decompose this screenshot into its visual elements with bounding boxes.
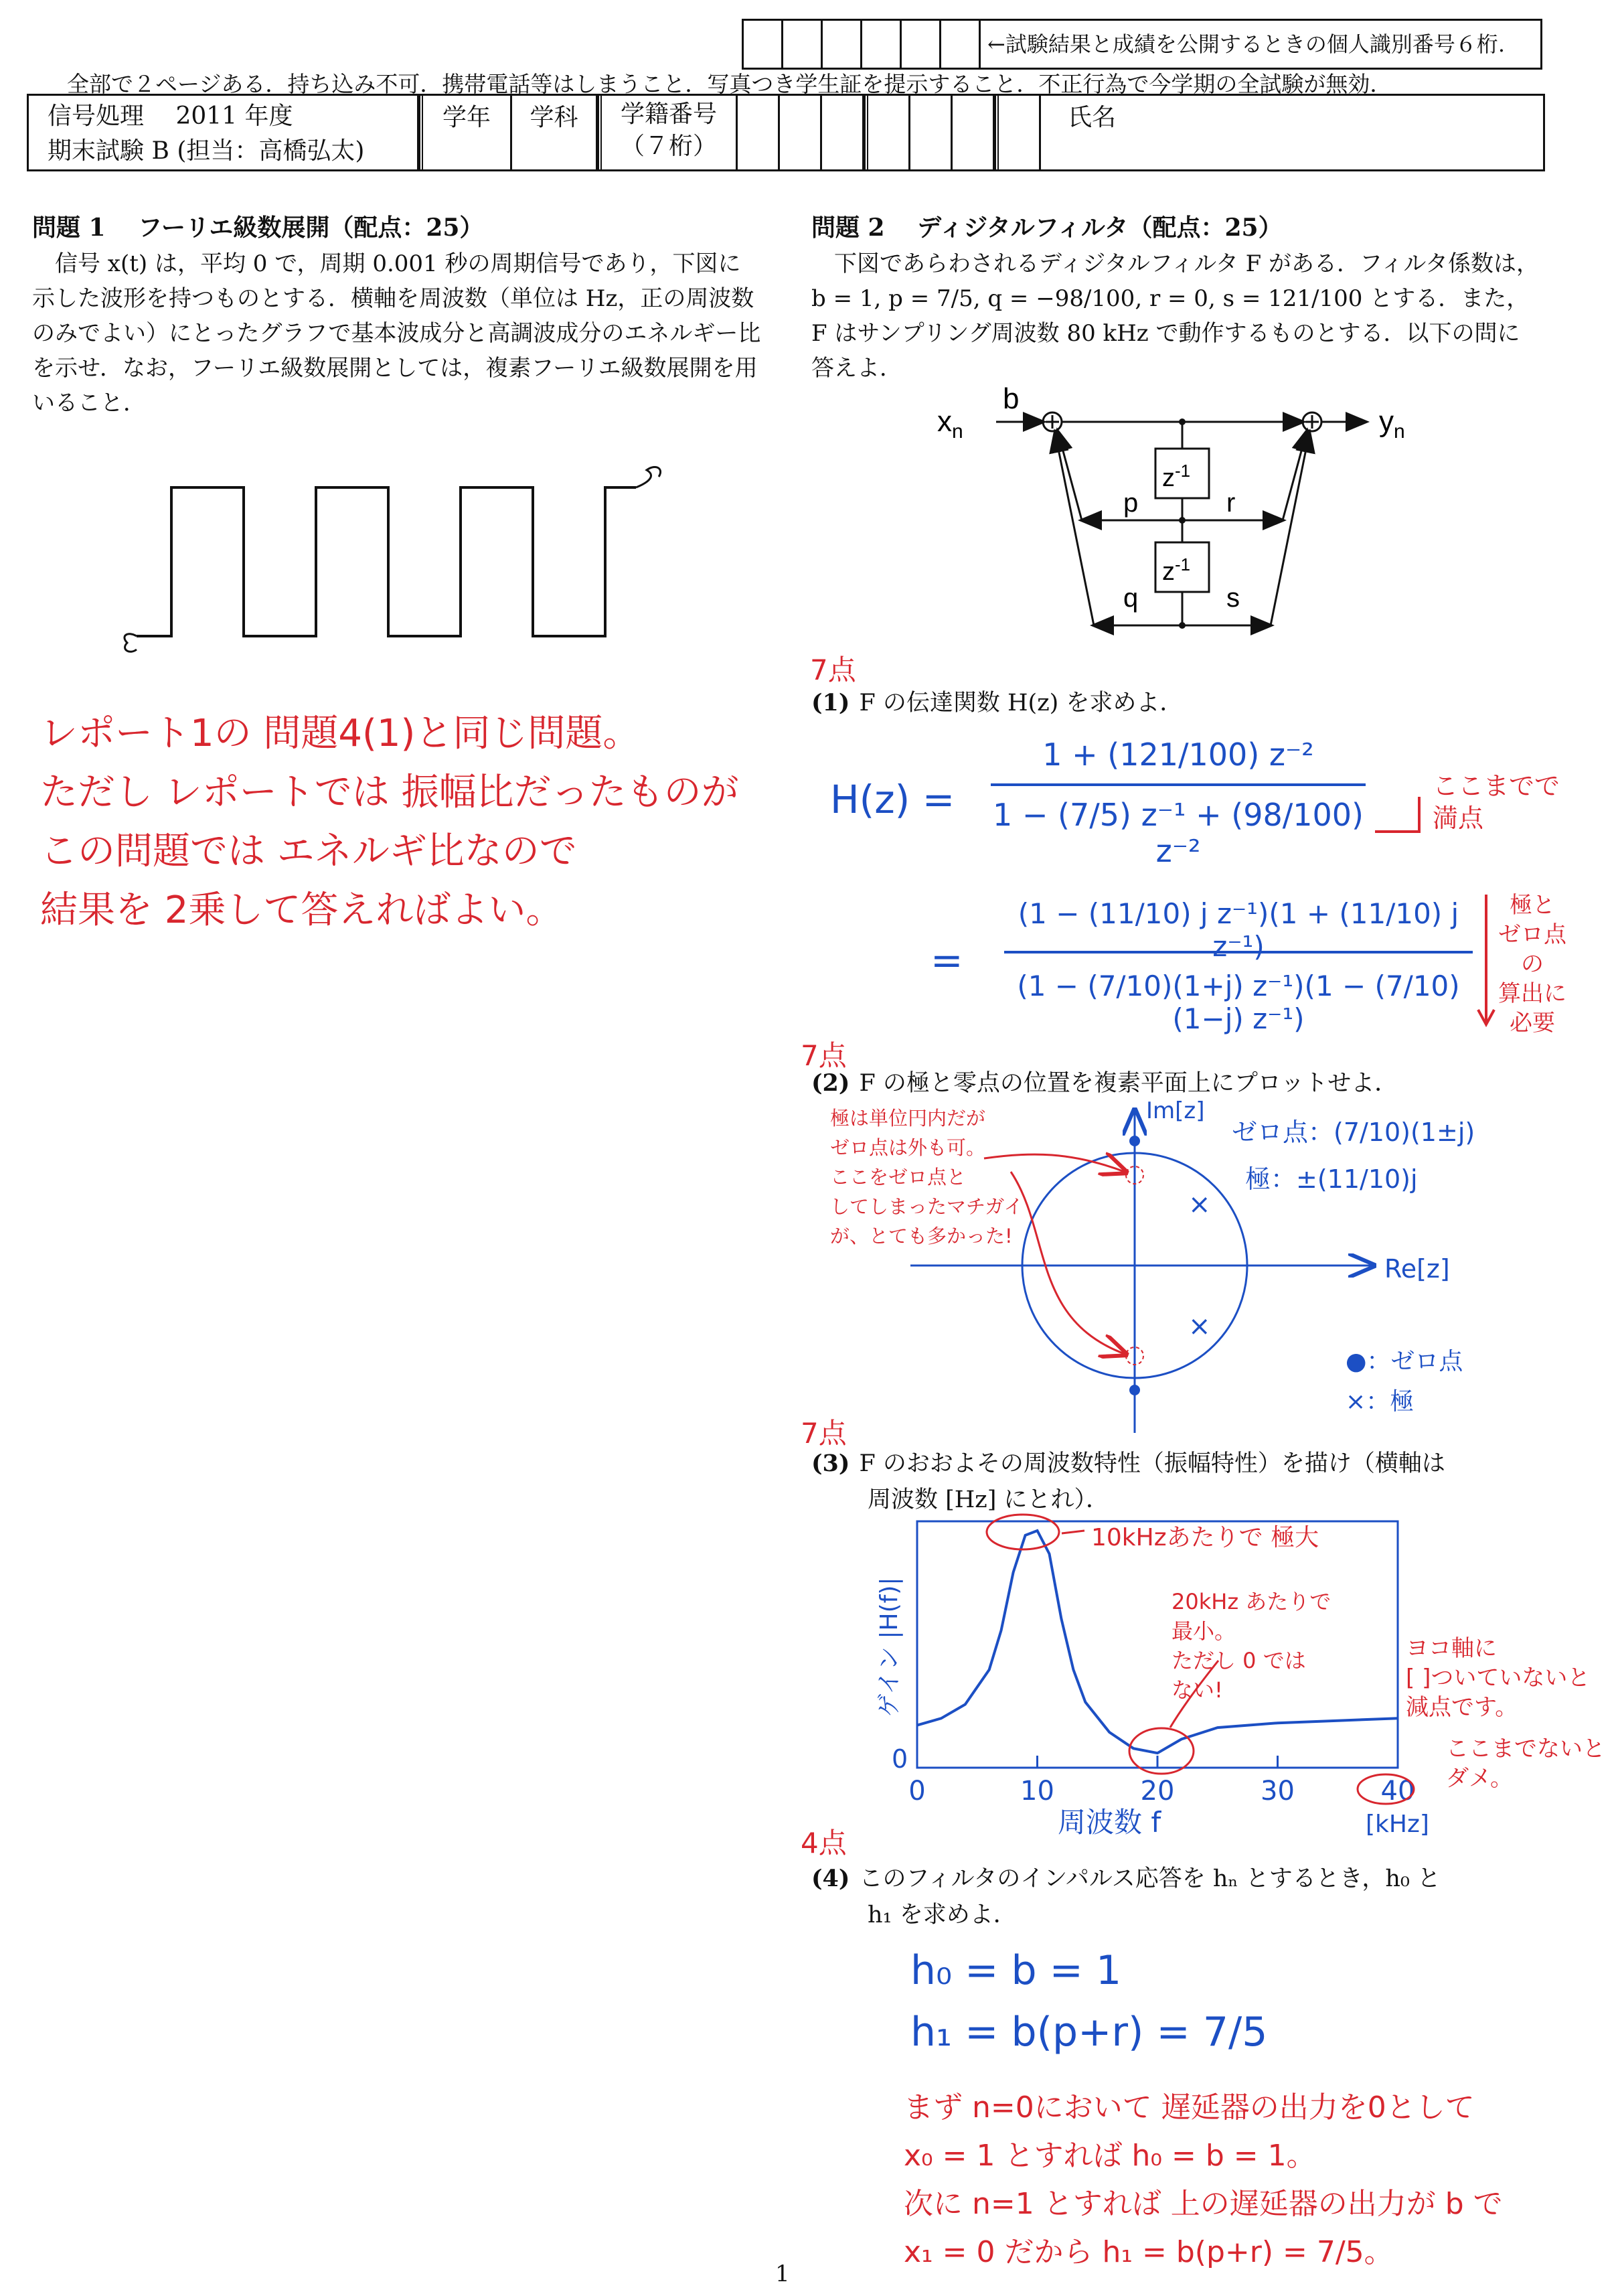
student-id-digit[interactable]	[864, 96, 910, 169]
zero-values: ゼロ点：(7/10)(1±j)	[1232, 1118, 1475, 1147]
h0-answer: h₀ = b = 1	[910, 1947, 1122, 1994]
impulse-explanation: まず n=0において 遅延器の出力を0として x₀ = 1 とすれば h₀ = b = 1。 次に n=1 とすれば 上の遅延器の出力が b で x₁ = 0 だから h₁ = b(p+r) = 7/5。	[904, 2090, 1503, 2269]
student-id-digit[interactable]	[822, 96, 864, 169]
h1-answer: h₁ = b(p+r) = 7/5	[910, 2009, 1268, 2056]
coef-q: q = −98/100	[987, 285, 1135, 312]
x-axis-unit: [kHz]	[1366, 1811, 1429, 1838]
student-id-digit[interactable]	[953, 96, 995, 169]
page-number: 1	[775, 2261, 790, 2287]
pz-warning-note: 極は単位円内だが ゼロ点は外も可。 ここをゼロ点と してしまったマチガイ が、とても多かった!	[830, 1107, 1024, 1247]
x-ticks	[917, 1756, 1398, 1768]
exam-header-table	[27, 94, 1545, 171]
sub4-question-line2: h₁ を求めよ．	[868, 1902, 1017, 1928]
zero-marker-lower	[1129, 1385, 1140, 1395]
delay-block-1: $z^{-1}$	[1162, 461, 1191, 492]
coef-r: r = 0	[1149, 285, 1208, 312]
x-tick-label: 30	[1261, 1776, 1295, 1807]
id-digit-cell[interactable]	[902, 21, 941, 68]
exam-title: 期末試験 B (担当：高橋弘太)	[48, 137, 365, 165]
sub4-score: 4点	[801, 1827, 847, 1859]
re-axis-label: Re[z]	[1384, 1254, 1450, 1284]
x-tick-label: 40	[1380, 1776, 1415, 1807]
delay-block-2: $z^{-1}$	[1162, 554, 1191, 586]
factored-eq-sign: =	[931, 937, 963, 983]
q1-title: 問題 1 フーリエ級数展開（配点：25）	[32, 214, 484, 242]
pz-needed-note: 極と ゼロ点 の 算出に 必要	[1498, 892, 1566, 1037]
svg-text:yn: $y_n$	[1379, 405, 1405, 443]
range-note: ここまでないと ダメ。	[1446, 1736, 1605, 1792]
dept-cell[interactable]: 学科	[512, 96, 598, 169]
year-cell[interactable]: 学年	[419, 96, 512, 169]
coef-p: p = 7/5	[888, 285, 973, 312]
x-tick-label: 0	[908, 1776, 926, 1807]
student-id-digit[interactable]	[780, 96, 822, 169]
pz-arrow	[1473, 891, 1500, 1031]
coef-b: b = 1	[811, 285, 874, 312]
minimum-note: 20kHz あたりで 最小。 ただし 0 では ない!	[1171, 1589, 1331, 1703]
output-label: y	[1379, 405, 1394, 438]
sub2-question: (2) F の極と零点の位置を複素平面上にプロットせよ．	[811, 1069, 1398, 1097]
peak-note: 10kHzあたりで 極大	[1091, 1524, 1319, 1551]
y-axis-label: ゲイン |H(f)|	[876, 1577, 903, 1717]
student-id-digit[interactable]	[910, 96, 953, 169]
full-mark-note: ここまでで 満点	[1433, 771, 1560, 833]
transfer-fn-lhs: H(z) =	[830, 777, 955, 822]
coef-p-label: p	[1123, 488, 1139, 518]
q2-body: 下図であらわされるディジタルフィルタ F がある．フィルタ係数は， b = 1, p = 7/5, q = −98/100, r = 0, s = 121/100 とする．また，F はサンプリング周波数 80 kHz で動作するものとする．以下の問に答えよ．	[811, 250, 1539, 382]
coef-s-label: s	[1226, 583, 1240, 613]
id-digit-cell[interactable]	[941, 21, 981, 68]
sub4-question-line1: (4) このフィルタのインパルス応答を hₙ とするとき，h₀ と	[811, 1865, 1441, 1892]
factored-denominator: (1 − (7/10)(1+j) z⁻¹)(1 − (7/10)(1−j) z⁻¹)	[1017, 970, 1460, 1035]
pole-marker-lower: ×	[1188, 1311, 1211, 1342]
sub3-question-line2: 周波数 [Hz] にとれ）．	[868, 1486, 1110, 1513]
warn-arrow-lower	[1011, 1172, 1125, 1354]
wave-continues-left	[125, 634, 137, 652]
id-digit-cell[interactable]	[783, 21, 823, 68]
zero-marker-upper	[1129, 1136, 1140, 1146]
sub1-score: 7点	[810, 654, 856, 686]
legend-zero: ●：ゼロ点	[1346, 1348, 1463, 1375]
student-id-cell: 学籍番号 （７桁）	[598, 96, 738, 169]
id-number-note: ←試験結果と成績を公開するときの個人識別番号６桁.	[987, 31, 1505, 57]
x-axis-label: 周波数 f	[1058, 1806, 1161, 1839]
input-label: x	[937, 405, 952, 438]
fraction-bar	[991, 783, 1366, 786]
y-zero-label: 0	[892, 1744, 908, 1774]
full-mark-bracket	[1372, 790, 1426, 844]
transfer-fn-numerator: 1 + (121/100) z⁻²	[1042, 737, 1314, 773]
peak-pointer	[1062, 1531, 1084, 1533]
square-wave	[137, 487, 636, 636]
x-tick-label: 10	[1020, 1776, 1054, 1807]
axis-unit-note: ヨコ軸に [ ]ついていないと 減点です。	[1406, 1635, 1591, 1721]
im-axis-label: Im[z]	[1146, 1098, 1205, 1124]
transfer-fn-denominator: 1 − (7/5) z⁻¹ + (98/100) z⁻²	[993, 797, 1364, 869]
coef-s: s = 121/100	[1222, 285, 1363, 312]
sub3-score: 7点	[801, 1417, 847, 1450]
factored-numerator: (1 − (11/10) j z⁻¹)(1 + (11/10) j z⁻¹)	[1018, 897, 1459, 963]
pole-marker-upper: ×	[1188, 1189, 1211, 1220]
course-title: 信号処理 2011 年度	[48, 102, 293, 130]
student-id-digit[interactable]	[995, 96, 1041, 169]
q1-body: 信号 x(t) は，平均 0 で，周期 0.001 秒の周期信号であり，下図に示した波形を持つものとする．横軸を周波数（単位は Hz，正の周波数のみでよい）にとったグラフで基本波成分と高調波成分のエネルギー比を示せ．なお，フーリエ級数展開としては，複素フーリエ級数展開を用いること．	[32, 250, 761, 416]
legend-pole: ×：極	[1346, 1388, 1415, 1415]
q2-title: 問題 2 ディジタルフィルタ（配点：25）	[811, 214, 1283, 242]
q1-answer-note: レポート1の 問題4(1)と同じ問題。 ただし レポートでは 振幅比だったものが この問題では エネルギ比なので 結果を 2乗して答えればよい。	[40, 712, 739, 932]
sub3-question-line1: (3) F のおおよその周波数特性（振幅特性）を描け（横軸は	[811, 1450, 1445, 1477]
course-cell	[29, 96, 419, 169]
student-id-digit[interactable]	[738, 96, 780, 169]
svg-text:xn: $x_n$	[937, 405, 963, 443]
wave-continues-right	[636, 467, 661, 487]
coef-r-label: r	[1226, 488, 1236, 518]
coef-q-label: q	[1123, 583, 1139, 613]
sub2-score: 7点	[801, 1039, 847, 1072]
filter-block-diagram	[924, 375, 1459, 643]
pole-values: 極：±(11/10)j	[1245, 1164, 1418, 1194]
x-tick-label: 20	[1140, 1776, 1175, 1807]
coef-b-label: b	[1003, 382, 1020, 415]
name-cell[interactable]: 氏名	[1068, 104, 1117, 131]
exam-rules: 全部で２ページある．持ち込み不可．携帯電話等はしまうこと．写真つき学生証を提示すること．不正行為で今学期の全試験が無効．	[67, 71, 1392, 97]
square-wave-figure	[107, 455, 683, 670]
x-tick-labels	[908, 1776, 1415, 1807]
id-digit-cell[interactable]	[862, 21, 902, 68]
id-digit-cell[interactable]	[744, 21, 783, 68]
id-number-box	[742, 19, 1542, 70]
id-digit-cell[interactable]	[823, 21, 862, 68]
fraction-bar	[1004, 951, 1473, 953]
sub1-question: (1) F の伝達関数 H(z) を求めよ．	[811, 689, 1184, 716]
